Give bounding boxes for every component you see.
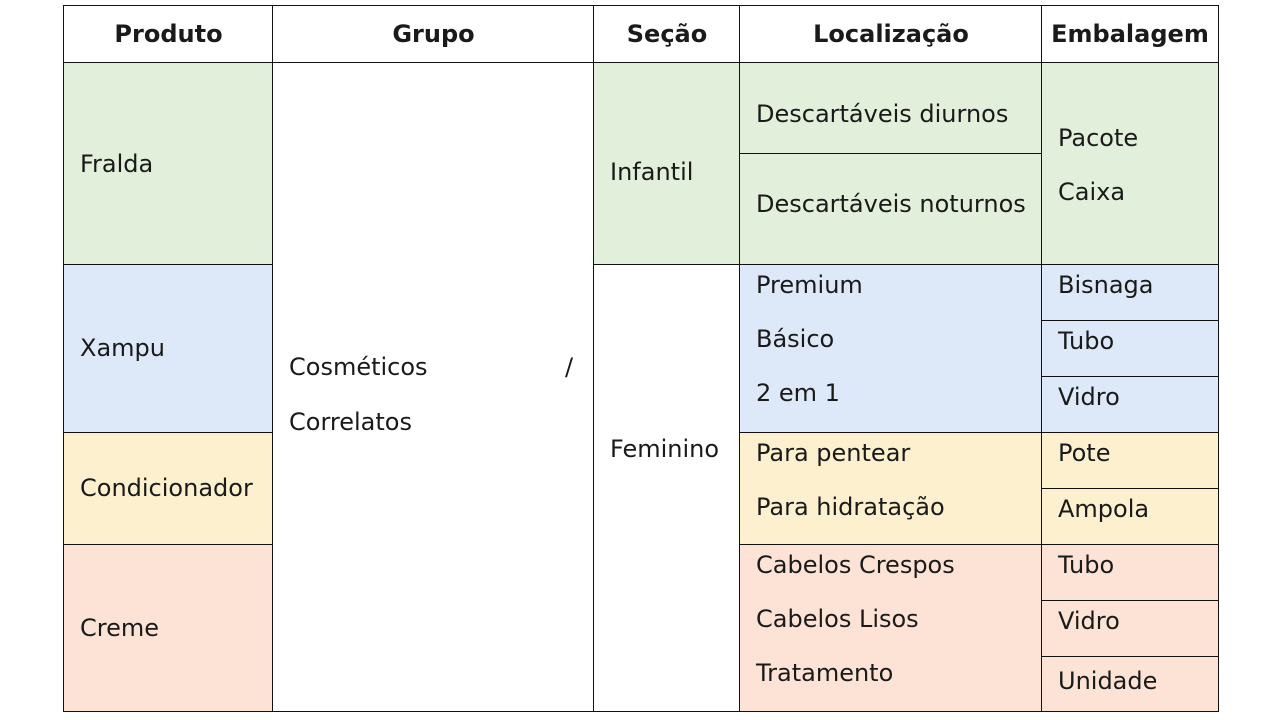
- localizacao-condicionador: [740, 432, 1042, 544]
- localizacao-item: Para pentear: [756, 439, 911, 467]
- embalagem-item: Caixa: [1058, 178, 1126, 206]
- embalagem-creme-1: [1042, 544, 1218, 600]
- embalagem-creme-3: [1042, 656, 1218, 711]
- grid-line: [1042, 488, 1218, 489]
- grid-line: [64, 432, 273, 433]
- embalagem-xampu-3: [1042, 376, 1218, 432]
- grupo-cell: [273, 63, 594, 711]
- localizacao-item: Tratamento: [756, 659, 894, 687]
- embalagem-item: Pacote: [1058, 124, 1139, 152]
- embalagem-item: Unidade: [1058, 667, 1158, 695]
- produto-xampu-label: Xampu: [80, 334, 165, 362]
- secao-feminino-label: Feminino: [610, 435, 720, 463]
- produto-creme: [64, 544, 273, 711]
- grupo-line2: Correlatos: [289, 408, 412, 436]
- grid-line: [64, 544, 273, 545]
- header-produto: Produto: [64, 6, 273, 62]
- embalagem-creme-2: [1042, 600, 1218, 656]
- grid-line: [1042, 376, 1218, 377]
- embalagem-xampu-1: [1042, 264, 1218, 320]
- grid-line: [272, 6, 273, 711]
- localizacao-item: Cabelos Lisos: [756, 605, 919, 633]
- embalagem-fralda: [1042, 63, 1218, 264]
- embalagem-xampu-2: [1042, 320, 1218, 376]
- grid-line: [64, 264, 273, 265]
- embalagem-item: Pote: [1058, 439, 1111, 467]
- header-secao: Seção: [594, 6, 740, 62]
- embalagem-condicionador-2: [1042, 488, 1218, 544]
- produto-fralda: [64, 63, 273, 264]
- grid-line: [593, 6, 594, 711]
- grid-line: [740, 544, 1218, 545]
- grid-line: [1041, 6, 1042, 711]
- grid-line: [739, 6, 740, 711]
- produto-creme-label: Creme: [80, 613, 160, 642]
- grid-line: [64, 62, 1218, 63]
- localizacao-item: Para hidratação: [756, 493, 945, 521]
- localizacao-item: Descartáveis noturnos: [756, 190, 1026, 218]
- embalagem-item: Tubo: [1058, 327, 1115, 355]
- produto-condicionador-label: Condicionador: [80, 474, 253, 502]
- produto-xampu: [64, 264, 273, 432]
- localizacao-xampu: [740, 264, 1042, 432]
- secao-infantil-label: Infantil: [610, 158, 694, 186]
- header-grupo: Grupo: [273, 6, 594, 62]
- localizacao-fralda-1: [740, 63, 1042, 153]
- grid-line: [1042, 600, 1218, 601]
- grupo-line1: Cosméticos: [289, 353, 428, 381]
- grid-line: [1042, 320, 1218, 321]
- embalagem-item: Bisnaga: [1058, 271, 1154, 299]
- produto-fralda-label: Fralda: [80, 149, 154, 178]
- grid-line: [594, 264, 1218, 265]
- localizacao-creme: [740, 544, 1042, 711]
- secao-infantil: [594, 63, 740, 264]
- embalagem-condicionador-1: [1042, 432, 1218, 488]
- embalagem-item: Vidro: [1058, 607, 1120, 635]
- localizacao-item: Básico: [756, 325, 835, 353]
- product-table: [63, 5, 1219, 712]
- grupo-slash: /: [565, 353, 574, 381]
- localizacao-fralda-2: [740, 153, 1042, 264]
- localizacao-item: Premium: [756, 271, 863, 299]
- grid-line: [1042, 656, 1218, 657]
- localizacao-item: Descartáveis diurnos: [756, 100, 1009, 128]
- embalagem-item: Vidro: [1058, 383, 1120, 411]
- embalagem-item: Ampola: [1058, 495, 1150, 523]
- header-localizacao: Localização: [740, 6, 1042, 62]
- header-embalagem: Embalagem: [1042, 6, 1218, 62]
- embalagem-item: Tubo: [1058, 551, 1115, 579]
- localizacao-item: Cabelos Crespos: [756, 551, 955, 579]
- localizacao-item: 2 em 1: [756, 379, 840, 407]
- grid-line: [740, 153, 1042, 154]
- secao-feminino: [594, 264, 740, 711]
- grid-line: [740, 432, 1218, 433]
- produto-condicionador: [64, 432, 273, 544]
